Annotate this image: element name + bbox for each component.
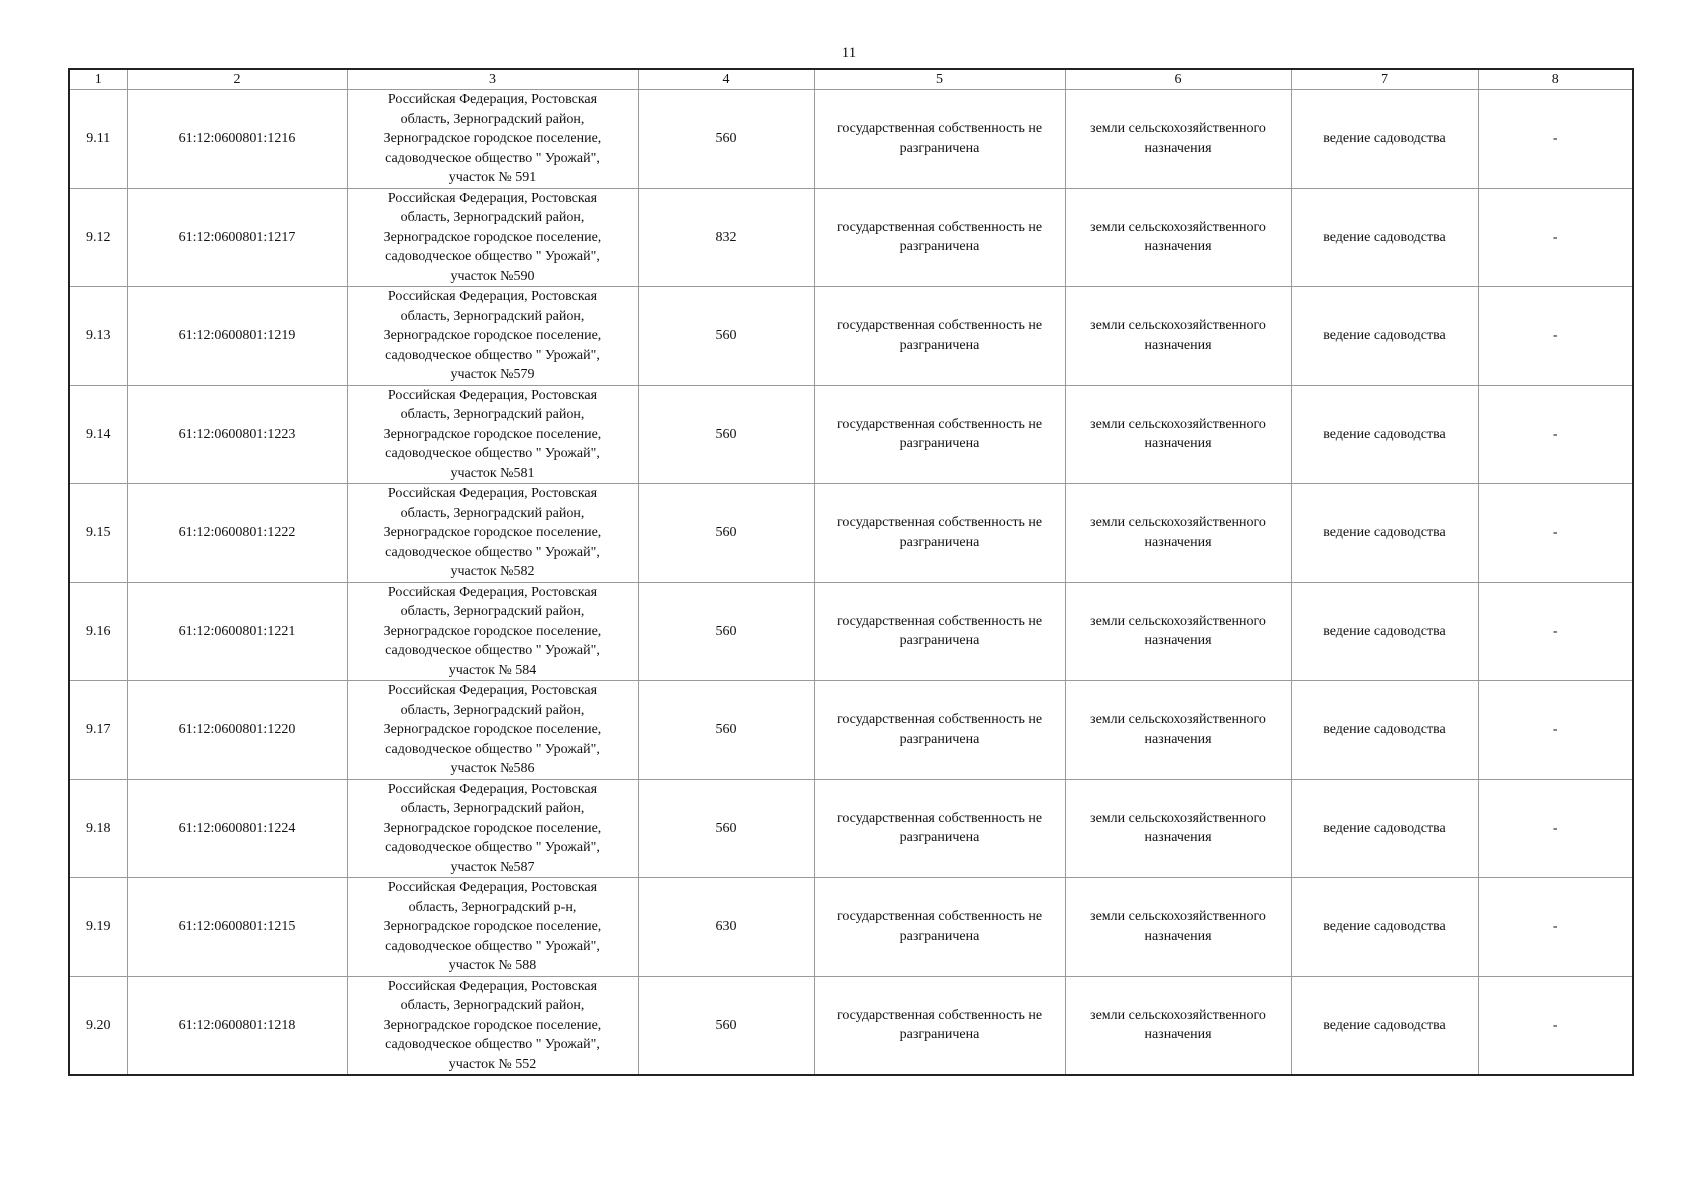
- column-header-1: 1: [69, 69, 127, 90]
- table-row: [69, 188, 1633, 287]
- land-category: земли сельскохозяйственного назначения: [1065, 90, 1291, 189]
- address-line: Российская Федерация, Ростовская: [387, 387, 598, 403]
- column-header-7: 7: [1291, 69, 1478, 90]
- address-line: область, Зерноградский район,: [400, 801, 585, 816]
- address-line: область, Зерноградский район,: [400, 308, 585, 324]
- address-line: садоводческое общество " Урожай",: [385, 643, 600, 658]
- column-header-5: 5: [814, 69, 1065, 90]
- table-row: [69, 681, 1633, 780]
- address-line: участок №587: [450, 859, 535, 875]
- column-header-8: 8: [1478, 69, 1633, 90]
- address-line: Российская Федерация, Ростовская: [387, 880, 598, 895]
- row-number: 9.15: [69, 484, 127, 583]
- row-number: 9.19: [69, 878, 127, 977]
- land-category: земли сельскохозяйственного назначения: [1065, 976, 1291, 1075]
- address-line: участок № 591: [448, 170, 537, 185]
- cadastral-number: 61:12:0600801:1223: [127, 385, 347, 484]
- column-header-4: 4: [638, 69, 814, 90]
- extra-info: -: [1478, 188, 1633, 287]
- table-row: [69, 878, 1633, 977]
- address-line: участок №586: [450, 761, 535, 776]
- address-line: область, Зерноградский р-н,: [408, 899, 577, 915]
- permitted-use: ведение садоводства: [1291, 287, 1478, 386]
- land-category: земли сельскохозяйственного назначения: [1065, 582, 1291, 681]
- table-row: [69, 385, 1633, 484]
- table-row: [69, 779, 1633, 878]
- column-header-2: 2: [127, 69, 347, 90]
- land-category: земли сельскохозяйственного назначения: [1065, 385, 1291, 484]
- address-line: садоводческое общество " Урожай",: [385, 249, 600, 264]
- table-body: [69, 90, 1633, 1076]
- address-line: Зерноградское городское поселение,: [383, 328, 602, 343]
- permitted-use: ведение садоводства: [1291, 681, 1478, 780]
- plot-address: [347, 878, 638, 977]
- permitted-use: ведение садоводства: [1291, 779, 1478, 878]
- cadastral-number: 61:12:0600801:1216: [127, 90, 347, 189]
- extra-info: -: [1478, 385, 1633, 484]
- header-row: [69, 69, 1633, 90]
- ownership-type: государственная собственность не разграничена: [814, 484, 1065, 583]
- ownership-type: государственная собственность не разграничена: [814, 385, 1065, 484]
- ownership-type: государственная собственность не разграничена: [814, 878, 1065, 977]
- table-row: [69, 484, 1633, 583]
- address-line: Зерноградское городское поселение,: [383, 229, 602, 245]
- row-number: 9.13: [69, 287, 127, 386]
- address-line: область, Зерноградский район,: [400, 604, 585, 619]
- address-line: участок №590: [450, 268, 535, 284]
- address-line: садоводческое общество " Урожай",: [385, 1037, 600, 1052]
- permitted-use: ведение садоводства: [1291, 878, 1478, 977]
- ownership-type: государственная собственность не разграничена: [814, 90, 1065, 189]
- cadastral-number: 61:12:0600801:1220: [127, 681, 347, 780]
- address-line: садоводческое общество " Урожай",: [385, 938, 600, 954]
- extra-info: -: [1478, 779, 1633, 878]
- address-line: Зерноградское городское поселение,: [383, 131, 602, 146]
- address-line: Зерноградское городское поселение,: [383, 623, 602, 639]
- address-line: область, Зерноградский район,: [400, 702, 585, 718]
- address-line: область, Зерноградский район,: [400, 407, 585, 422]
- plot-area: 630: [638, 878, 814, 977]
- address-line: садоводческое общество " Урожай",: [385, 150, 600, 166]
- row-number: 9.12: [69, 188, 127, 287]
- address-line: Зерноградское городское поселение,: [383, 919, 602, 934]
- row-number: 9.14: [69, 385, 127, 484]
- address-line: Зерноградское городское поселение,: [383, 426, 602, 442]
- ownership-type: государственная собственность не разграничена: [814, 976, 1065, 1075]
- plot-area: 560: [638, 681, 814, 780]
- extra-info: -: [1478, 484, 1633, 583]
- extra-info: -: [1478, 976, 1633, 1075]
- table-header: [69, 69, 1633, 90]
- cadastral-number: 61:12:0600801:1217: [127, 188, 347, 287]
- address-line: Российская Федерация, Ростовская: [387, 486, 598, 501]
- ownership-type: государственная собственность не разграничена: [814, 582, 1065, 681]
- address-line: Зерноградское городское поселение,: [383, 1017, 602, 1033]
- permitted-use: ведение садоводства: [1291, 484, 1478, 583]
- ownership-type: государственная собственность не разграничена: [814, 779, 1065, 878]
- column-header-6: 6: [1065, 69, 1291, 90]
- permitted-use: ведение садоводства: [1291, 188, 1478, 287]
- address-line: садоводческое общество " Урожай",: [385, 446, 600, 461]
- cadastral-number: 61:12:0600801:1218: [127, 976, 347, 1075]
- land-category: земли сельскохозяйственного назначения: [1065, 484, 1291, 583]
- address-line: садоводческое общество " Урожай",: [385, 840, 600, 855]
- plot-address: [347, 681, 638, 780]
- address-line: участок №581: [450, 465, 535, 481]
- permitted-use: ведение садоводства: [1291, 582, 1478, 681]
- plot-area: 560: [638, 976, 814, 1075]
- row-number: 9.20: [69, 976, 127, 1075]
- row-number: 9.18: [69, 779, 127, 878]
- address-line: участок № 584: [448, 662, 537, 678]
- permitted-use: ведение садоводства: [1291, 90, 1478, 189]
- land-category: земли сельскохозяйственного назначения: [1065, 878, 1291, 977]
- plot-area: 560: [638, 484, 814, 583]
- table-row: [69, 287, 1633, 386]
- address-line: Российская Федерация, Ростовская: [387, 683, 598, 698]
- table-row: [69, 582, 1633, 681]
- address-line: Зерноградское городское поселение,: [383, 722, 602, 737]
- land-category: земли сельскохозяйственного назначения: [1065, 188, 1291, 287]
- plot-address: [347, 779, 638, 878]
- plot-area: 560: [638, 779, 814, 878]
- row-number: 9.11: [69, 90, 127, 189]
- land-category: земли сельскохозяйственного назначения: [1065, 779, 1291, 878]
- cadastral-number: 61:12:0600801:1222: [127, 484, 347, 583]
- cadastral-number: 61:12:0600801:1224: [127, 779, 347, 878]
- address-line: область, Зерноградский район,: [400, 210, 585, 225]
- address-line: Российская Федерация, Ростовская: [387, 289, 598, 304]
- plot-area: 560: [638, 90, 814, 189]
- plot-address: [347, 287, 638, 386]
- address-line: Российская Федерация, Ростовская: [387, 781, 598, 797]
- address-line: область, Зерноградский район,: [400, 998, 585, 1013]
- address-line: область, Зерноградский район,: [400, 111, 585, 127]
- address-line: участок №582: [450, 564, 535, 579]
- address-line: Российская Федерация, Ростовская: [387, 584, 598, 600]
- cadastral-number: 61:12:0600801:1221: [127, 582, 347, 681]
- permitted-use: ведение садоводства: [1291, 976, 1478, 1075]
- ownership-type: государственная собственность не разграничена: [814, 188, 1065, 287]
- ownership-type: государственная собственность не разграничена: [814, 287, 1065, 386]
- extra-info: -: [1478, 878, 1633, 977]
- page-number: 11: [841, 45, 857, 61]
- land-category: земли сельскохозяйственного назначения: [1065, 287, 1291, 386]
- extra-info: -: [1478, 681, 1633, 780]
- address-line: садоводческое общество " Урожай",: [385, 741, 600, 757]
- address-line: Российская Федерация, Ростовская: [387, 190, 598, 206]
- address-line: участок № 552: [448, 1056, 537, 1072]
- address-line: Зерноградское городское поселение,: [383, 820, 602, 836]
- table-row: [69, 90, 1633, 189]
- plot-area: 560: [638, 385, 814, 484]
- column-header-3: 3: [347, 69, 638, 90]
- plot-address: [347, 976, 638, 1075]
- plot-area: 560: [638, 582, 814, 681]
- extra-info: -: [1478, 90, 1633, 189]
- extra-info: -: [1478, 582, 1633, 681]
- permitted-use: ведение садоводства: [1291, 385, 1478, 484]
- plot-area: 560: [638, 287, 814, 386]
- address-line: Зерноградское городское поселение,: [383, 525, 602, 540]
- table-row: [69, 976, 1633, 1075]
- land-category: земли сельскохозяйственного назначения: [1065, 681, 1291, 780]
- plot-address: [347, 385, 638, 484]
- row-number: 9.16: [69, 582, 127, 681]
- address-line: участок №579: [450, 367, 535, 382]
- address-line: участок № 588: [448, 958, 537, 973]
- address-line: область, Зерноградский район,: [400, 505, 585, 521]
- plot-address: [347, 582, 638, 681]
- address-line: Российская Федерация, Ростовская: [387, 978, 598, 994]
- land-plots-table: [68, 68, 1634, 1076]
- ownership-type: государственная собственность не разграничена: [814, 681, 1065, 780]
- address-line: садоводческое общество " Урожай",: [385, 544, 600, 560]
- cadastral-number: 61:12:0600801:1215: [127, 878, 347, 977]
- address-line: садоводческое общество " Урожай",: [385, 347, 600, 363]
- plot-area: 832: [638, 188, 814, 287]
- plot-address: [347, 90, 638, 189]
- row-number: 9.17: [69, 681, 127, 780]
- address-line: Российская Федерация, Ростовская: [387, 92, 598, 107]
- cadastral-number: 61:12:0600801:1219: [127, 287, 347, 386]
- plot-address: [347, 188, 638, 287]
- plot-address: [347, 484, 638, 583]
- extra-info: -: [1478, 287, 1633, 386]
